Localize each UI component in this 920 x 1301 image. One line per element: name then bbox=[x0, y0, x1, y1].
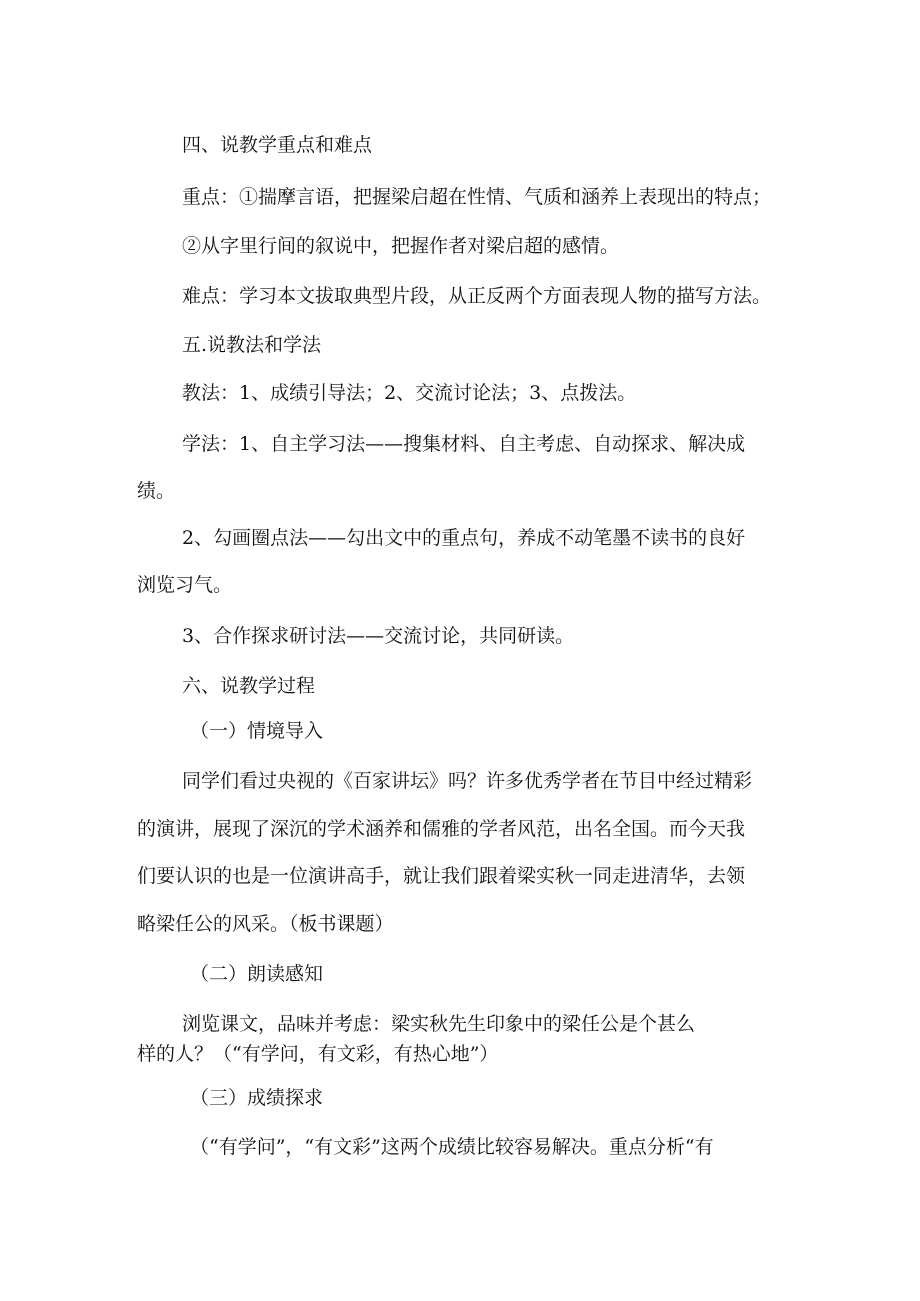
intro-paragraph-line-1: 同学们看过央视的《百家讲坛》吗？许多优秀学者在节目中经过精彩 bbox=[182, 770, 753, 792]
teaching-method-line: 教法：1、成绩引导法；2、交流讨论法；3、点拨法。 bbox=[182, 382, 637, 404]
learning-method-line-3: 3、合作探求研讨法——交流讨论，共同研读。 bbox=[182, 625, 575, 647]
intro-paragraph-line-2: 的演讲，展现了深沉的学术涵养和儒雅的学者风范，出名全国。而今天我 bbox=[137, 818, 746, 840]
subsection-heading-2: （二）朗读感知 bbox=[190, 963, 324, 985]
section-heading-5: 五.说教法和学法 bbox=[182, 334, 322, 356]
section-heading-4: 四、说教学重点和难点 bbox=[182, 134, 373, 156]
reading-paragraph-line-2: 样的人？（“有学问，有文彩，有热心地”） bbox=[137, 1043, 499, 1065]
intro-paragraph-line-4: 略梁任公的风采。（板书课题） bbox=[137, 913, 394, 935]
learning-method-line-1: 学法：1、自主学习法——搜集材料、自主考虑、自动探求、解决成 bbox=[182, 433, 746, 455]
learning-method-line-2-cont: 浏览习气。 bbox=[137, 574, 233, 596]
difficulty-line: 难点：学习本文拔取典型片段，从正反两个方面表现人物的描写方法。 bbox=[182, 285, 772, 307]
section-heading-6: 六、说教学过程 bbox=[182, 675, 316, 697]
subsection-heading-1: （一）情境导入 bbox=[190, 720, 324, 742]
reading-paragraph-line-1: 浏览课文，品味并考虑：梁实秋先生印象中的梁任公是个甚么 bbox=[182, 1013, 696, 1035]
learning-method-line-2: 2、勾画圈点法——勾出文中的重点句，养成不动笔墨不读书的良好 bbox=[182, 527, 746, 549]
subsection-heading-3: （三）成绩探求 bbox=[190, 1087, 324, 1109]
learning-method-line-1-cont: 绩。 bbox=[137, 480, 176, 502]
key-point-line-1: 重点：①揣摩言语，把握梁启超在性情、气质和涵养上表现出的特点； bbox=[182, 186, 772, 208]
intro-paragraph-line-3: 们要认识的也是一位演讲高手，就让我们跟着梁实秋一同走进清华，去领 bbox=[137, 865, 746, 887]
key-point-line-2: ②从字里行间的叙说中，把握作者对梁启超的感情。 bbox=[182, 235, 620, 257]
explore-paragraph-line-1: （“有学问”，“有文彩”这两个成绩比较容易解决。重点分析“有 bbox=[190, 1136, 714, 1158]
